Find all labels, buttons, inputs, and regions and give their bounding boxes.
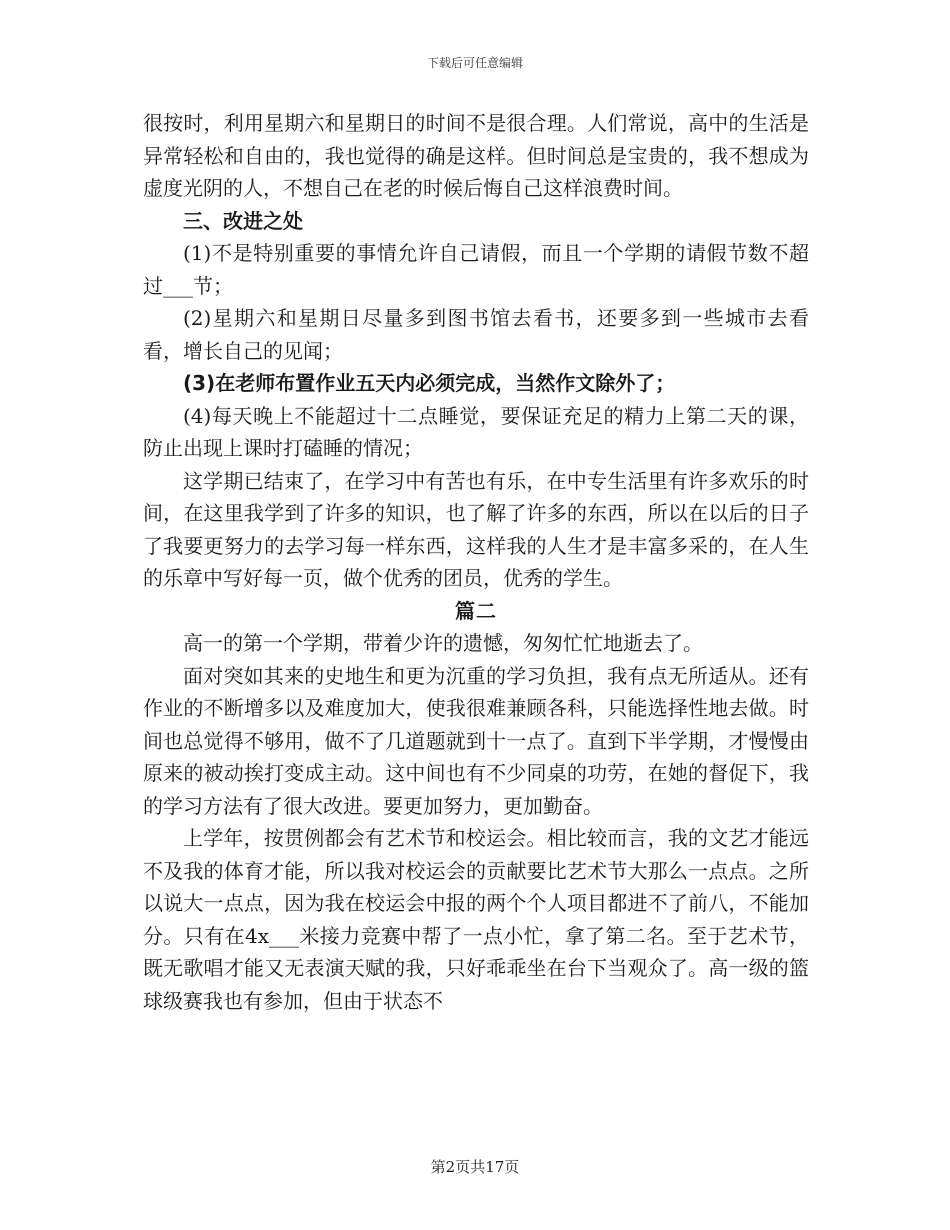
section-heading: 三、改进之处 [183, 208, 303, 233]
list-item: (3)在老师布置作业五天内必须完成，当然作文除外了； [183, 371, 676, 395]
paragraph: 面对突如其来的史地生和更为沉重的学习负担，我有点无所适从。还有作业的不断增多以及难度加大，使我很难兼顾各科，只能选择性地去做。时间也总觉得不够用，做不了几道题就到十一点了。直到下半学期，才慢慢由原来的被动挨打变成主动。这中间也有不少同桌的功劳，在她的督促下，我的学习方法有了很大改进。要更加努力，更加勤奋。 [143, 663, 809, 818]
page-header: 下载后可任意编辑 [426, 56, 523, 70]
paragraph: 很按时，利用星期六和星期日的时间不是很合理。人们常说，高中的生活是异常轻松和自由的，我也觉得的确是这样。但时间总是宝贵的，我不想成为虚度光阴的人，不想自己在老的时候后悔自己这样浪费时间。 [143, 111, 809, 200]
paragraph: 这学期已结束了，在学习中有苦也有乐，在中专生活里有许多欢乐的时间，在这里我学到了许多的知识，也了解了许多的东西，所以在以后的日子了我要更努力的去学习每一样东西，这样我的人生才是丰富多采的，在人生的乐章中写好每一页，做个优秀的团员，优秀的学生。 [143, 468, 809, 590]
section-title: 篇二 [455, 598, 497, 623]
paragraph: 高一的第一个学期，带着少许的遗憾，匆匆忙忙地逝去了。 [183, 631, 703, 655]
list-item: (4)每天晚上不能超过十二点睡觉，要保证充足的精力上第二天的课，防止出现上课时打磕睡的情况； [143, 403, 809, 460]
document-body [143, 107, 809, 1017]
list-item: (1)不是特别重要的事情允许自己请假，而且一个学期的请假节数不超过___节； [143, 241, 809, 298]
list-item: (2)星期六和星期日尽量多到图书馆去看书，还要多到一些城市去看看，增长自己的见闻； [143, 306, 809, 363]
paragraph: 上学年，按贯例都会有艺术节和校运会。相比较而言，我的文艺才能远不及我的体育才能，所以我对校运会的贡献要比艺术节大那么一点点。之所以说大一点点，因为我在校运会中报的两个个人项目都进不了前八，不能加分。只有在4x___米接力竞赛中帮了一点小忙，拿了第二名。至于艺术节，既无歌唱才能又无表演天赋的我，只好乖乖坐在台下当观众了。高一级的篮球级赛我也有参加，但由于状态不 [143, 826, 809, 1013]
page-footer: 第2页共17页 [430, 1158, 520, 1176]
